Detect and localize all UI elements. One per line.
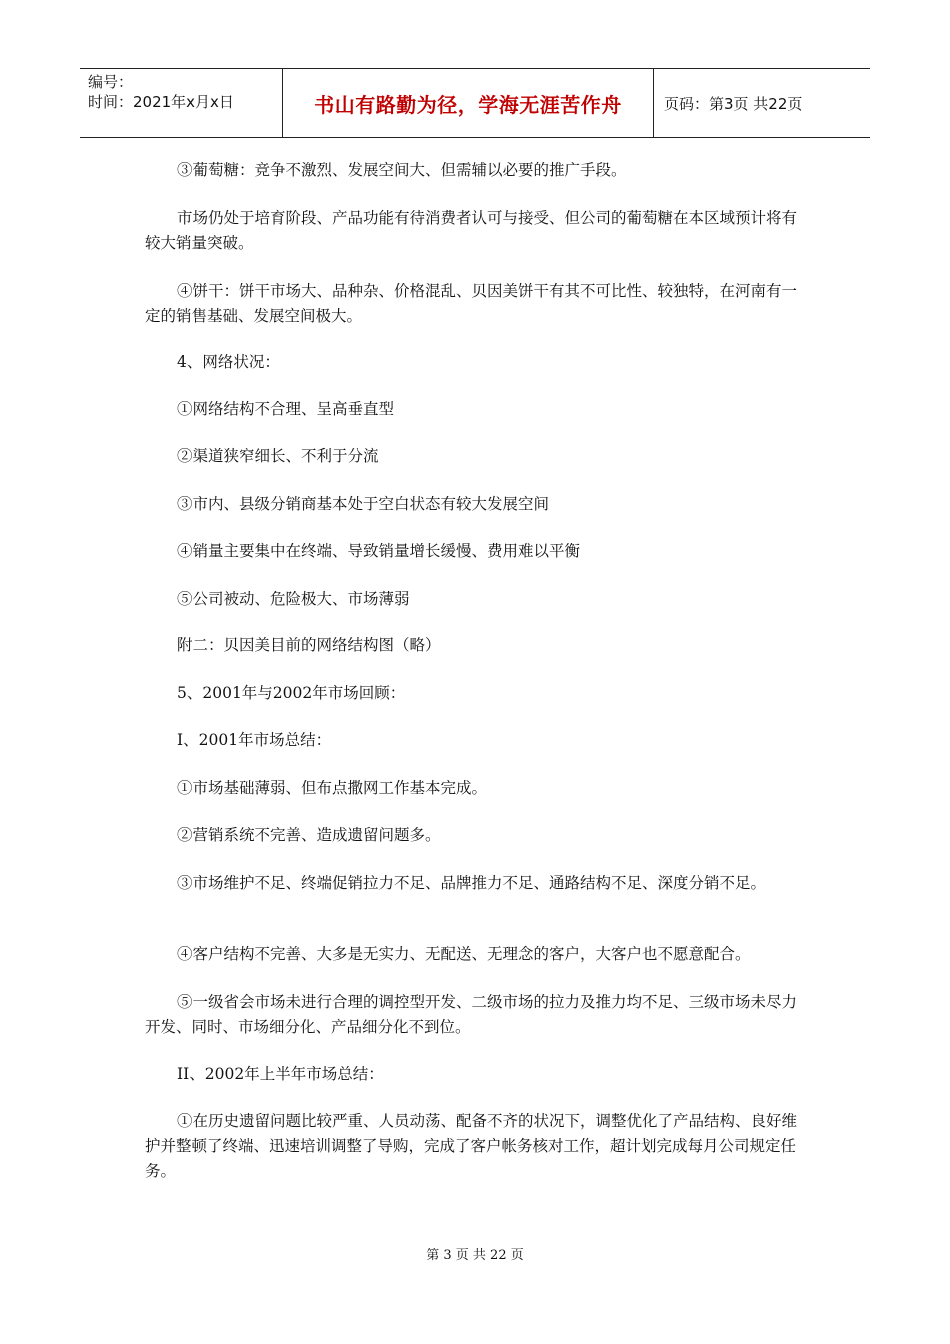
- paragraph: ④销量主要集中在终端、导致销量增长缓慢、费用难以平衡: [177, 542, 581, 560]
- header-page-label: 页码：第3页 共22页: [664, 94, 803, 113]
- paragraph: ③市内、县级分销商基本处于空白状态有较大发展空间: [177, 495, 550, 513]
- time-label: 时间：2021年x月x日: [88, 93, 234, 111]
- paragraph: ①网络结构不合理、呈高垂直型: [177, 400, 395, 418]
- header-motto: 书山有路勤为径，学海无涯苦作舟: [282, 69, 654, 137]
- paragraph: ⑤一级省会市场未进行合理的调控型开发、二级市场的拉力及推力均不足、三级市场未尽力开发、同时、市场细分化、产品细分化不到位。: [145, 993, 798, 1036]
- paragraph: 市场仍处于培育阶段、产品功能有待消费者认可与接受、但公司的葡萄糖在本区域预计将有较大销量突破。: [145, 209, 798, 252]
- paragraph: ①市场基础薄弱、但布点撒网工作基本完成。: [177, 779, 488, 797]
- paragraph: 附二：贝因美目前的网络结构图（略）: [177, 636, 441, 654]
- paragraph: ③葡萄糖：竞争不激烈、发展空间大、但需辅以必要的推广手段。: [177, 161, 627, 179]
- paragraph: ④客户结构不完善、大多是无实力、无配送、无理念的客户，大客户也不愿意配合。: [177, 945, 751, 963]
- page-header: [80, 68, 870, 138]
- paragraph: ④饼干：饼干市场大、品种杂、价格混乱、贝因美饼干有其不可比性、较独特，在河南有一定的销售基础、发展空间极大。: [145, 282, 798, 325]
- paragraph: ②营销系统不完善、造成遗留问题多。: [177, 826, 441, 844]
- header-meta: [80, 69, 282, 137]
- paragraph: ⑤公司被动、危险极大、市场薄弱: [177, 590, 410, 608]
- paragraph: 4、网络状况：: [177, 353, 280, 371]
- page-footer: 第 3 页 共 22 页: [426, 1248, 524, 1263]
- paragraph: ②渠道狭窄细长、不利于分流: [177, 447, 379, 465]
- paragraph: 5、2001年与2002年市场回顾：: [177, 684, 406, 702]
- number-label: 编号：: [88, 73, 134, 91]
- paragraph: II、2002年上半年市场总结：: [177, 1065, 384, 1083]
- paragraph: ③市场维护不足、终端促销拉力不足、品牌推力不足、通路结构不足、深度分销不足。: [177, 874, 767, 892]
- paragraph: ①在历史遗留问题比较严重、人员动荡、配备不齐的状况下，调整优化了产品结构、良好维护并整顿了终端、迅速培训调整了导购，完成了客户帐务核对工作，超计划完成每月公司规定任务。: [145, 1112, 798, 1180]
- paragraph: I、2001年市场总结：: [177, 731, 332, 749]
